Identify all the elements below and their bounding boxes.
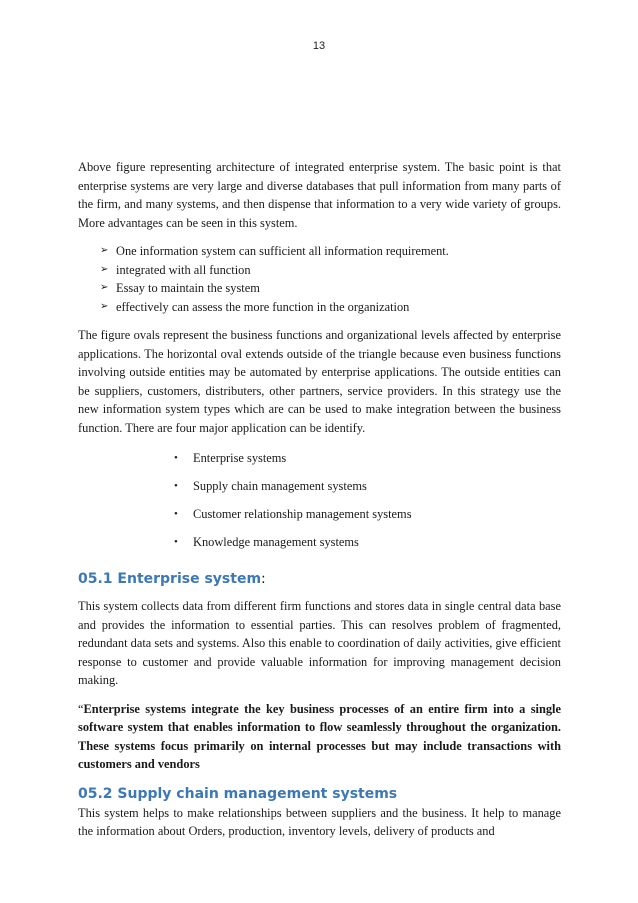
ovals-paragraph: The figure ovals represent the business functions and organizational levels affected by enterprise applications. The horizontal oval extends outside of the triangle because even business functions involving outside entities may be automated by enterprise applications. The outside entities can be suppliers, customers, distributers, other partners, service providers. In this strategy use the new information system types which are can be used to make integration between the business function. There are four major application can be identify. xyxy=(78,328,561,435)
bullet-icon: • xyxy=(174,480,178,493)
list-item: • Enterprise systems xyxy=(174,451,287,466)
supply-chain-paragraph: This system helps to make relationships between suppliers and the business. It help to manage the information about Orders, production, inventory levels, delivery of products and xyxy=(78,805,561,839)
section-heading-enterprise-system: 05.1 Enterprise system: xyxy=(78,571,266,588)
arrow-bullet-icon: ➢ xyxy=(100,300,109,312)
bullet-icon: • xyxy=(174,536,178,549)
enterprise-system-paragraph: This system collects data from different firm functions and stores data in single central data base and provides the information to essential parties. This can resolves problem of fragmented, redundant data sets and systems. Also this enable to coordination of daily activities, give efficient response to customer and provide valuable information for improving management decision making. xyxy=(78,599,561,688)
page-content xyxy=(78,158,561,841)
list-item: ➢ Essay to maintain the system xyxy=(100,279,561,298)
list-item: ➢ One information system can sufficient all information requirement. xyxy=(100,242,561,261)
arrow-bullet-icon: ➢ xyxy=(100,282,109,294)
enterprise-system-quote: “Enterprise systems integrate the key business processes of an entire firm into a single software system that enables information to flow seamlessly throughout the organization. These systems focus primarily on internal processes but may include transactions with customers and vendors xyxy=(78,701,561,772)
page-number: 13 xyxy=(312,40,326,52)
list-item: • Knowledge management systems xyxy=(174,535,359,550)
intro-paragraph: Above figure representing architecture of integrated enterprise system. The basic point is that enterprise systems are very large and diverse databases that pull information from many parts of the firm, and many systems, and then dispense that information to a very wide variety of groups. More advantages can be seen in this system. xyxy=(78,160,561,230)
arrow-bullet-icon: ➢ xyxy=(100,263,109,275)
list-item: • Customer relationship management systems xyxy=(174,507,412,522)
advantages-list xyxy=(78,242,561,316)
bullet-icon: • xyxy=(174,452,178,465)
list-item: • Supply chain management systems xyxy=(174,479,367,494)
list-item: ➢ effectively can assess the more function in the organization xyxy=(100,298,561,317)
applications-list xyxy=(78,449,561,561)
list-item: ➢ integrated with all function xyxy=(100,261,561,280)
bullet-icon: • xyxy=(174,508,178,521)
arrow-bullet-icon: ➢ xyxy=(100,245,109,256)
section-heading-supply-chain: 05.2 Supply chain management systems xyxy=(78,785,398,802)
